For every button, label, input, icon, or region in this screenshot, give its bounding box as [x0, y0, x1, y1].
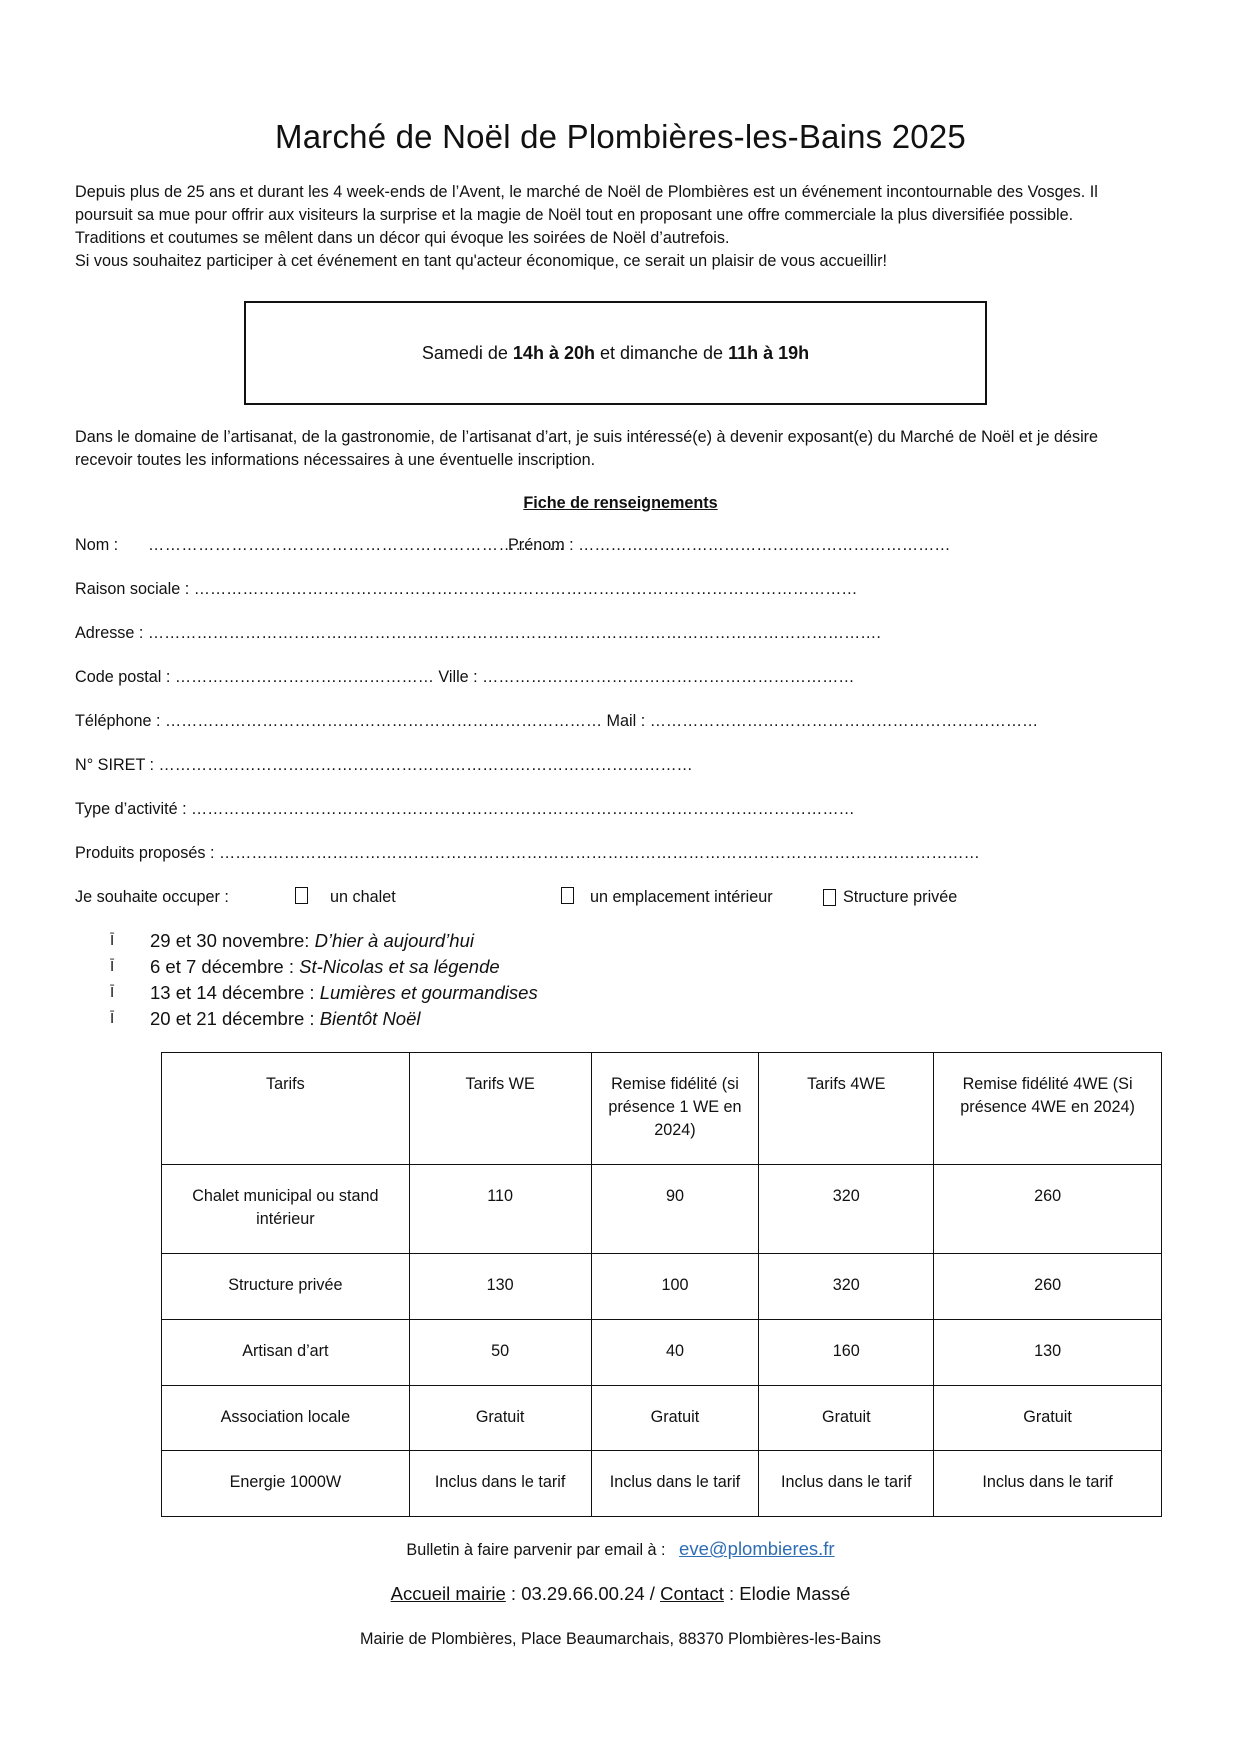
table-cell: 320: [759, 1254, 934, 1320]
checkbox-structure-privee[interactable]: [823, 889, 836, 906]
table-cell: Gratuit: [409, 1386, 591, 1451]
interest-line: Dans le domaine de l’artisanat, de la gastronomie, de l’artisanat d’art, je suis intéressé(e) à devenir exposant(e) du Marché de Noël et je désire: [75, 428, 1099, 446]
intro-paragraph: [75, 181, 1175, 273]
hours-samedi-label: Samedi de: [421, 342, 508, 363]
hours-dimanche-value: 11h à 19h: [728, 342, 810, 363]
intro-line: Depuis plus de 25 ans et durant les 4 week-ends de l’Avent, le marché de Noël de Plombières est un événement incontournable des Vosges. Il: [75, 183, 1098, 201]
bullet-icon: Ῑ: [110, 1010, 115, 1027]
accueil-label: Accueil mairie: [390, 1583, 506, 1604]
weekend-dates: 6 et 7 décembre :: [150, 956, 300, 977]
tarifs-table: [161, 1052, 1162, 1517]
table-cell: Inclus dans le tarif: [409, 1451, 591, 1517]
weekend-theme: St-Nicolas et sa légende: [299, 956, 500, 977]
field-produits[interactable]: Produits proposés : ……………………………………………………………………………………………………………………………: [75, 844, 980, 862]
hours-samedi-value: 14h à 20h: [512, 342, 595, 363]
intro-line: Traditions et coutumes se mêlent dans un décor qui évoque les soirées de Noël d’autrefois.: [75, 229, 730, 247]
bulletin-line: [0, 1538, 1241, 1560]
table-cell: 160: [759, 1320, 934, 1386]
accueil-phone: : 03.29.66.00.24 /: [505, 1583, 661, 1604]
weekend-dates: 20 et 21 décembre :: [150, 1008, 320, 1029]
contact-name: : Elodie Massé: [723, 1583, 851, 1604]
field-nom-input[interactable]: …………………………………………………………………: [148, 536, 566, 554]
form-title: Fiche de renseignements: [523, 494, 718, 512]
weekend-theme: D’hier à aujourd’hui: [314, 930, 474, 951]
table-header-cell: Remise fidélité 4WE (Si présence 4WE en 2024): [934, 1053, 1162, 1165]
field-type-activite[interactable]: Type d’activité : ……………………………………………………………………………………………………………: [75, 800, 855, 818]
table-cell: Gratuit: [759, 1386, 934, 1451]
interest-paragraph: [75, 426, 1175, 472]
table-cell: Energie 1000W: [162, 1451, 410, 1517]
intro-line: Si vous souhaitez participer à cet événement en tant qu'acteur économique, ce serait un plaisir de vous accueillir!: [75, 252, 888, 270]
table-header-cell: Tarifs 4WE: [759, 1053, 934, 1165]
field-siret[interactable]: N° SIRET : ………………………………………………………………………………………: [75, 756, 693, 774]
table-cell: Association locale: [162, 1386, 410, 1451]
checkbox-chalet[interactable]: [295, 887, 308, 904]
option-chalet-label: un chalet: [330, 888, 396, 906]
table-header-row: [162, 1053, 1162, 1165]
field-telephone-mail[interactable]: Téléphone : ……………………………………………………………………… Mail : ………………………………………………………………: [75, 712, 1039, 730]
table-row: [162, 1451, 1162, 1517]
table-cell: 130: [409, 1254, 591, 1320]
option-emplacement-label: un emplacement intérieur: [590, 888, 773, 906]
field-prenom[interactable]: Prénom : ……………………………………………………………: [508, 536, 951, 554]
table-row: [162, 1165, 1162, 1254]
table-cell: Structure privée: [162, 1254, 410, 1320]
document-title: Marché de Noël de Plombières-les-Bains 2025: [275, 118, 966, 155]
table-cell: Gratuit: [591, 1386, 759, 1451]
bullet-icon: Ῑ: [110, 932, 115, 949]
contact-line: [0, 1583, 1241, 1605]
hours-dimanche-label: et dimanche de: [599, 342, 724, 363]
checkbox-emplacement-interieur[interactable]: [561, 887, 574, 904]
field-raison-sociale[interactable]: Raison sociale : ……………………………………………………………………………………………………………: [75, 580, 858, 598]
weekend-dates: 13 et 14 décembre :: [150, 982, 320, 1003]
table-cell: 100: [591, 1254, 759, 1320]
table-cell: Inclus dans le tarif: [934, 1451, 1162, 1517]
table-header-cell: Remise fidélité (si présence 1 WE en 2024): [591, 1053, 759, 1165]
table-cell: Inclus dans le tarif: [759, 1451, 934, 1517]
table-cell: 40: [591, 1320, 759, 1386]
table-header-cell: Tarifs: [162, 1053, 410, 1165]
table-cell: 320: [759, 1165, 934, 1254]
table-cell: Gratuit: [934, 1386, 1162, 1451]
table-cell: Chalet municipal ou stand intérieur: [162, 1165, 410, 1254]
contact-label: Contact: [660, 1583, 724, 1604]
intro-line: poursuit sa mue pour offrir aux visiteurs la surprise et la magie de Noël tout en proposant une offre commerciale la plus diversifiée possible.: [75, 206, 1074, 224]
weekend-theme: Bientôt Noël: [319, 1008, 421, 1029]
table-cell: Artisan d’art: [162, 1320, 410, 1386]
table-row: [162, 1320, 1162, 1386]
occupy-label: Je souhaite occuper :: [75, 888, 229, 906]
option-structure-label: Structure privée: [843, 888, 958, 906]
bullet-icon: Ῑ: [110, 958, 115, 975]
table-cell: 90: [591, 1165, 759, 1254]
field-code-postal-ville[interactable]: Code postal : ………………………………………… Ville : ……………………………………………………………: [75, 668, 855, 686]
interest-line: recevoir toutes les informations nécessaires à une éventuelle inscription.: [75, 451, 596, 469]
weekend-dates: 29 et 30 novembre:: [150, 930, 315, 951]
mairie-address: Mairie de Plombières, Place Beaumarchais, 88370 Plombières-les-Bains: [360, 1630, 881, 1648]
bullet-icon: Ῑ: [110, 984, 115, 1001]
table-cell: Inclus dans le tarif: [591, 1451, 759, 1517]
table-cell: 260: [934, 1165, 1162, 1254]
table-row: [162, 1254, 1162, 1320]
table-cell: 110: [409, 1165, 591, 1254]
field-nom-label: Nom :: [75, 536, 119, 554]
opening-hours-box: [244, 301, 987, 405]
bulletin-label: Bulletin à faire parvenir par email à :: [406, 1541, 666, 1559]
table-cell: 50: [409, 1320, 591, 1386]
email-link[interactable]: eve@plombieres.fr: [679, 1538, 835, 1559]
table-cell: 260: [934, 1254, 1162, 1320]
weekend-theme: Lumières et gourmandises: [319, 982, 538, 1003]
table-row: [162, 1386, 1162, 1451]
table-header-cell: Tarifs WE: [409, 1053, 591, 1165]
table-cell: 130: [934, 1320, 1162, 1386]
field-adresse[interactable]: Adresse : ……………………………………………………………………………………………………………………….: [75, 624, 881, 642]
